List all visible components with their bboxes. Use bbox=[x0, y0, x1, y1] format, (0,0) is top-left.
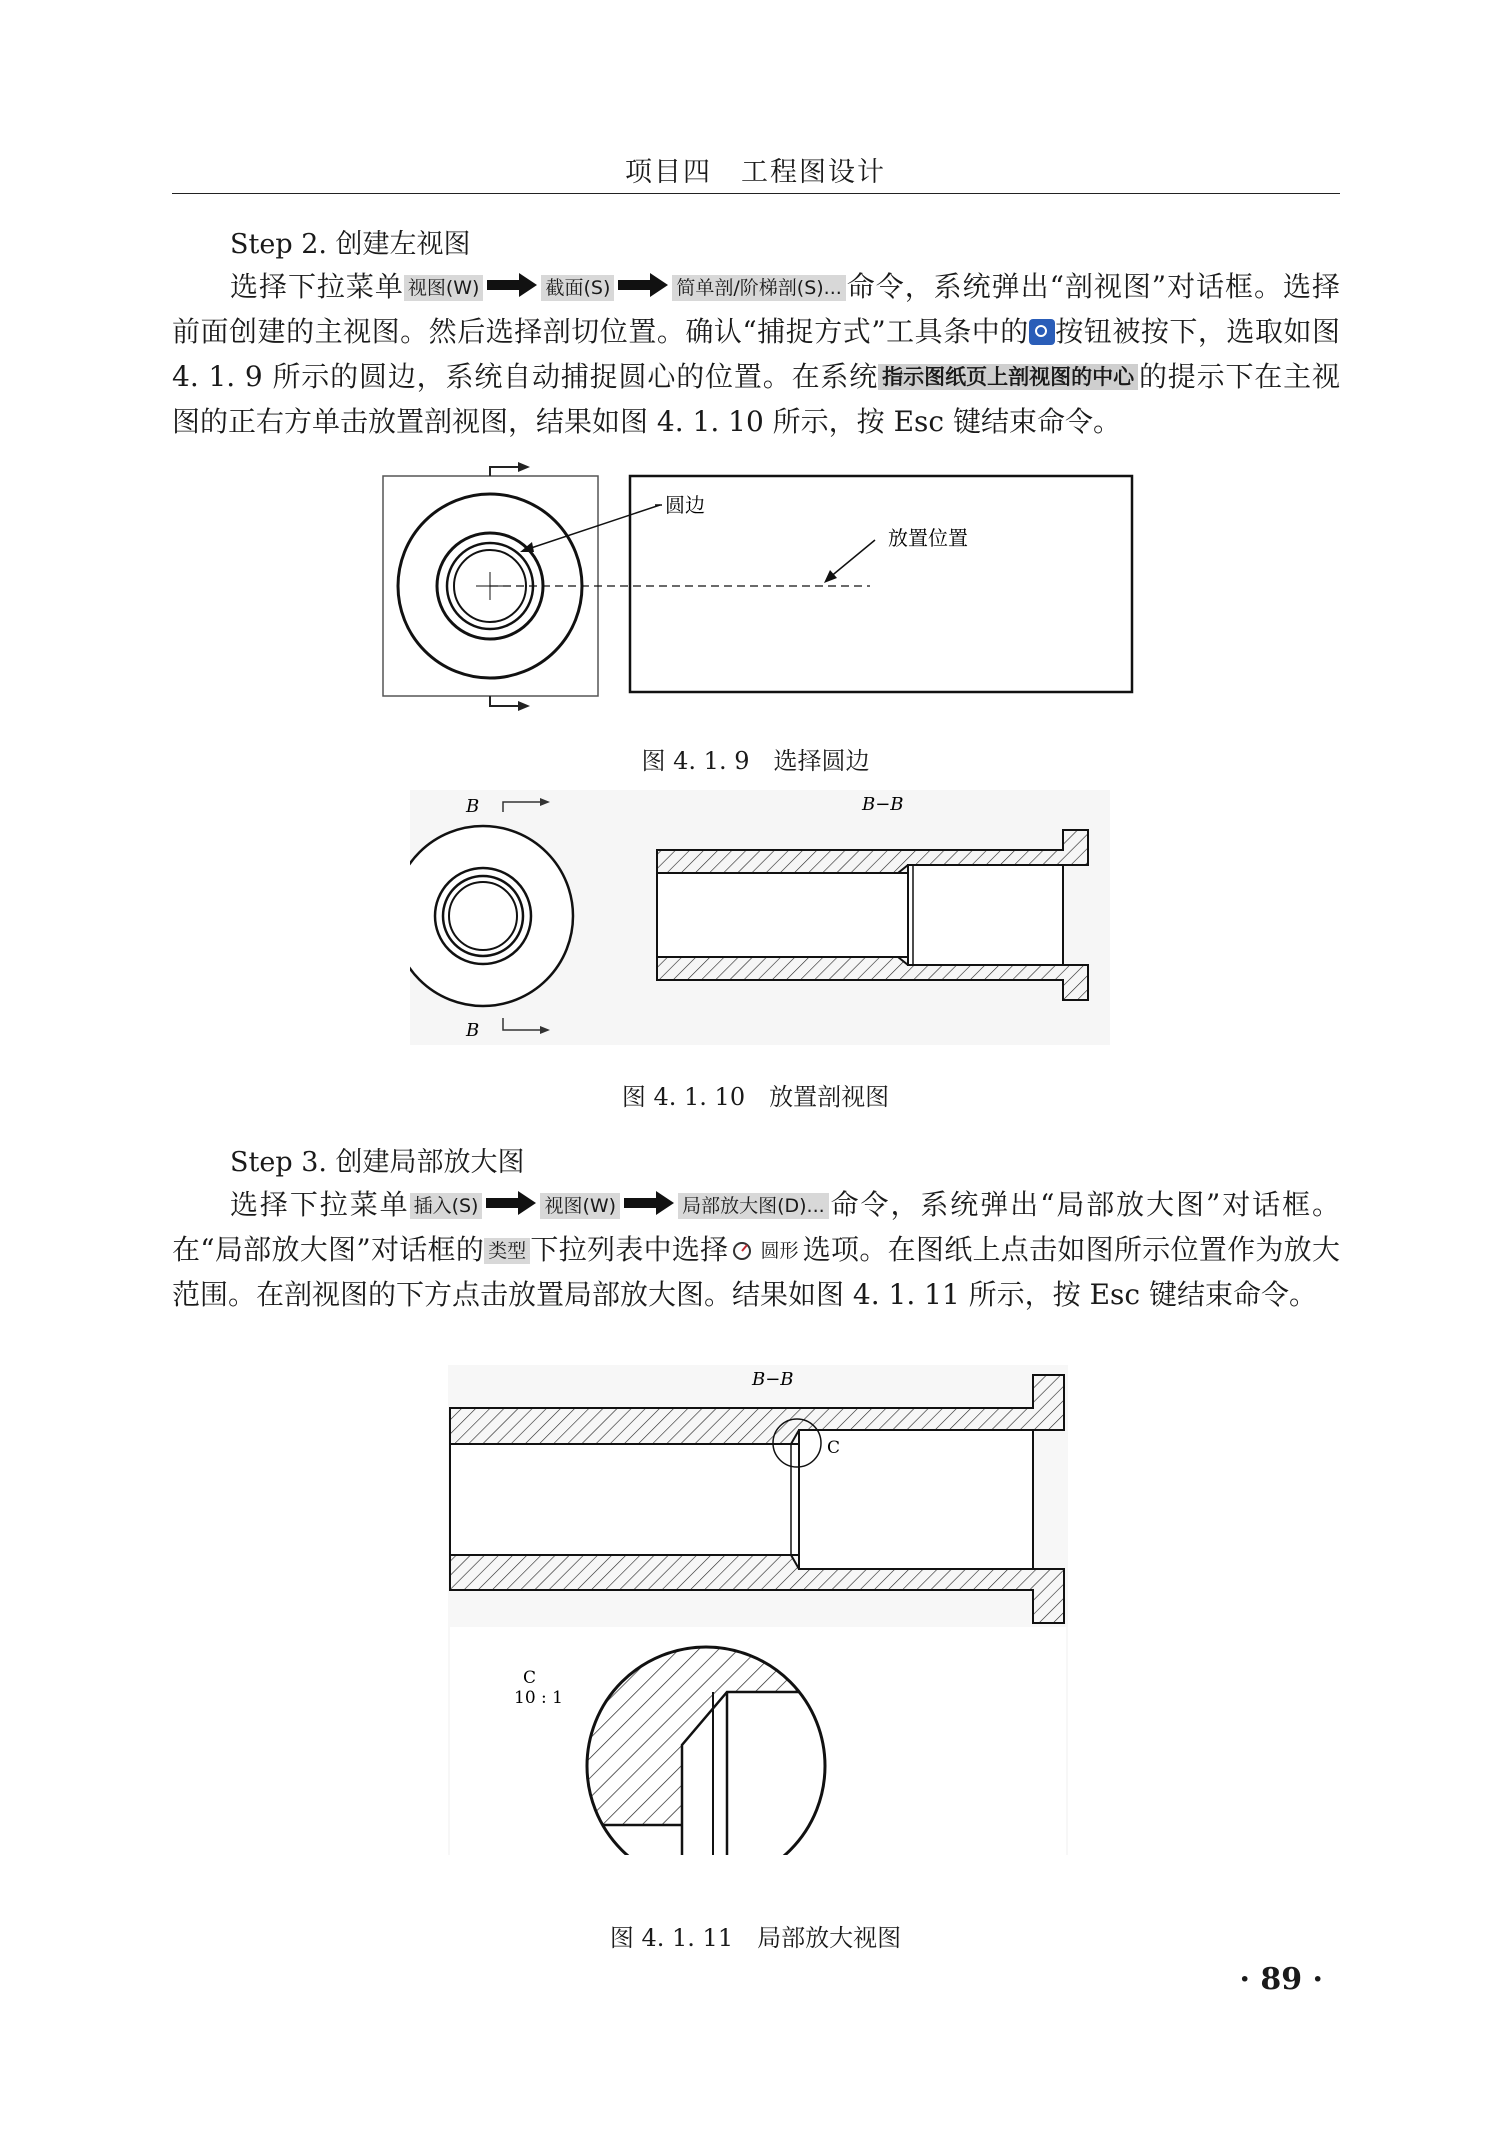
prompt-chip: 指示图纸页上剖视图的中心 bbox=[878, 364, 1138, 390]
step2-text-c: 按钮被按下，选取如图 4. 1. 9 所示的圆边，系统自动捕捉圆心的位置。在系统 bbox=[172, 315, 1340, 393]
step2-text-b: 命令，系统弹出“剖视图”对话框。选择前面创建的主视图。然后选择剖切位置。确认“捕捉方式”工具条中的 bbox=[172, 270, 1340, 348]
label-detail-c: C bbox=[827, 1438, 841, 1458]
label-circle-edge: 圆边 bbox=[665, 493, 705, 517]
step3-text-d: 选项。在图纸上点击如图所示位置作为放大范围。在剖视图的下方点击放置局部放大图。结果如图 4. 1. 11 所示，按 Esc 键结束命令。 bbox=[172, 1233, 1340, 1311]
menu-insert-chip: 插入(S) bbox=[410, 1193, 483, 1219]
caption-4-1-11: 图 4. 1. 11 局部放大视图 bbox=[609, 1924, 902, 1952]
page-number: · 89 · bbox=[1239, 1962, 1323, 1997]
step2-text-d: 的提示下在主视图的正右方单击放置剖视图，结果如图 4. 1. 10 所示，按 Esc 键结束命令。 bbox=[172, 360, 1340, 438]
detail-view-scale: 10 : 1 bbox=[514, 1688, 563, 1708]
label-b-top: B bbox=[466, 796, 480, 817]
menu-view-chip: 视图(W) bbox=[540, 1193, 620, 1219]
label-section-bb: B−B bbox=[862, 794, 904, 815]
menu-section-chip: 截面(S) bbox=[541, 275, 614, 301]
step3-text-b: 命令，系统弹出“局部放大图”对话框。在“局部放大图”对话框的 bbox=[172, 1188, 1340, 1266]
menu-simple-section-chip: 简单剖/阶梯剖(S)... bbox=[672, 275, 845, 301]
step2-paragraph bbox=[172, 264, 1340, 444]
label-section-bb-large: B−B bbox=[752, 1369, 794, 1390]
label-b-bottom: B bbox=[466, 1020, 480, 1041]
caption-4-1-9: 图 4. 1. 9 选择圆边 bbox=[641, 747, 870, 775]
detail-view-label: C bbox=[523, 1668, 537, 1688]
step2-text-a: 选择下拉菜单 bbox=[230, 270, 404, 303]
header-rule bbox=[172, 193, 1340, 194]
caption-4-1-10: 图 4. 1. 10 放置剖视图 bbox=[621, 1083, 890, 1111]
arrow-right-icon bbox=[624, 1190, 674, 1216]
running-header: 项目四 工程图设计 bbox=[625, 157, 886, 188]
arrow-right-icon bbox=[618, 272, 668, 298]
arrow-right-icon bbox=[486, 1190, 536, 1216]
figure-4-1-9 bbox=[380, 462, 1140, 712]
option-circle-chip: 圆形 bbox=[756, 1238, 802, 1264]
circle-option-icon bbox=[731, 1240, 753, 1262]
step2-title: Step 2. 创建左视图 bbox=[230, 229, 471, 260]
menu-detail-view-chip: 局部放大图(D)... bbox=[678, 1193, 829, 1219]
step3-paragraph bbox=[172, 1182, 1340, 1317]
type-label-chip: 类型 bbox=[484, 1238, 530, 1264]
menu-view-chip: 视图(W) bbox=[404, 275, 484, 301]
arrow-right-icon bbox=[487, 272, 537, 298]
step3-title: Step 3. 创建局部放大图 bbox=[230, 1147, 525, 1178]
label-placement: 放置位置 bbox=[888, 526, 968, 550]
snap-center-icon bbox=[1029, 319, 1055, 345]
step3-text-a: 选择下拉菜单 bbox=[230, 1188, 410, 1221]
step3-text-c: 下拉列表中选择 bbox=[530, 1233, 729, 1266]
figure-4-1-11 bbox=[448, 1365, 1068, 1855]
figure-4-1-10 bbox=[410, 790, 1110, 1045]
